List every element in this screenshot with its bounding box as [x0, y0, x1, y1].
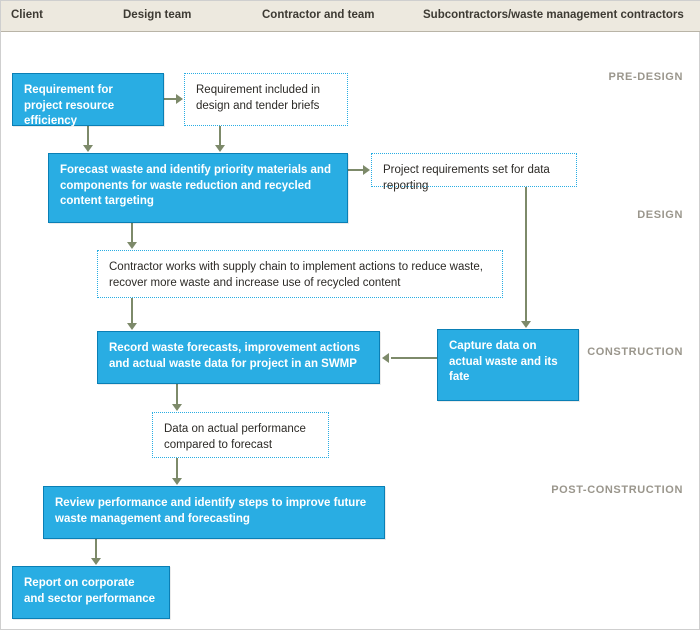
phase-label-design: DESIGN — [637, 209, 683, 221]
connector-req-to-briefs — [164, 98, 176, 100]
box-report-corporate-sector[interactable]: Report on corporate and sector performance — [12, 566, 170, 619]
connector-briefs-to-forecast — [219, 126, 221, 145]
arrowhead-forecast-to-supplychain — [127, 242, 137, 249]
box-requirement-resource-efficiency[interactable]: Requirement for project resource efficiency — [12, 73, 164, 126]
column-header-subcontractors: Subcontractors/waste management contractors — [423, 9, 684, 21]
arrowhead-review-to-report — [91, 558, 101, 565]
arrowhead-capture-to-swmp — [382, 353, 389, 363]
box-data-performance-compared[interactable]: Data on actual performance compared to forecast — [152, 412, 329, 458]
connector-req-to-forecast — [87, 126, 89, 145]
box-forecast-waste[interactable]: Forecast waste and identify priority materials and components for waste reduction and recycled content targeting — [48, 153, 348, 223]
arrowhead-briefs-to-forecast — [215, 145, 225, 152]
connector-forecast-to-requirements — [348, 169, 363, 171]
arrowhead-swmp-to-performance — [172, 404, 182, 411]
connector-review-to-report — [95, 539, 97, 558]
phase-label-pre-design: PRE-DESIGN — [608, 71, 683, 83]
arrowhead-requirements-to-capture — [521, 321, 531, 328]
box-project-requirements-data-reporting[interactable]: Project requirements set for data reporting — [371, 153, 577, 187]
column-header-client: Client — [11, 9, 43, 21]
arrowhead-supplychain-to-swmp — [127, 323, 137, 330]
column-header-design-team: Design team — [123, 9, 192, 21]
connector-forecast-to-supplychain — [131, 223, 133, 242]
arrowhead-performance-to-review — [172, 478, 182, 485]
arrowhead-forecast-to-requirements — [363, 165, 370, 175]
connector-performance-to-review — [176, 458, 178, 478]
phase-label-construction: CONSTRUCTION — [587, 346, 683, 358]
arrowhead-req-to-briefs — [176, 94, 183, 104]
box-capture-data-actual-waste[interactable]: Capture data on actual waste and its fate — [437, 329, 579, 401]
arrowhead-req-to-forecast — [83, 145, 93, 152]
connector-supplychain-to-swmp — [131, 298, 133, 323]
connector-capture-to-swmp — [391, 357, 437, 359]
box-review-performance[interactable]: Review performance and identify steps to improve future waste management and forecasting — [43, 486, 385, 539]
connector-requirements-to-capture — [525, 187, 527, 321]
box-contractor-supply-chain[interactable]: Contractor works with supply chain to implement actions to reduce waste, recover more waste and increase use of recycled content — [97, 250, 503, 298]
box-requirement-in-briefs[interactable]: Requirement included in design and tender briefs — [184, 73, 348, 126]
connector-swmp-to-performance — [176, 384, 178, 404]
box-record-waste-forecasts[interactable]: Record waste forecasts, improvement actions and actual waste data for project in an SWMP — [97, 331, 380, 384]
column-header-contractor: Contractor and team — [262, 9, 375, 21]
phase-label-post-construction: POST-CONSTRUCTION — [551, 484, 683, 496]
